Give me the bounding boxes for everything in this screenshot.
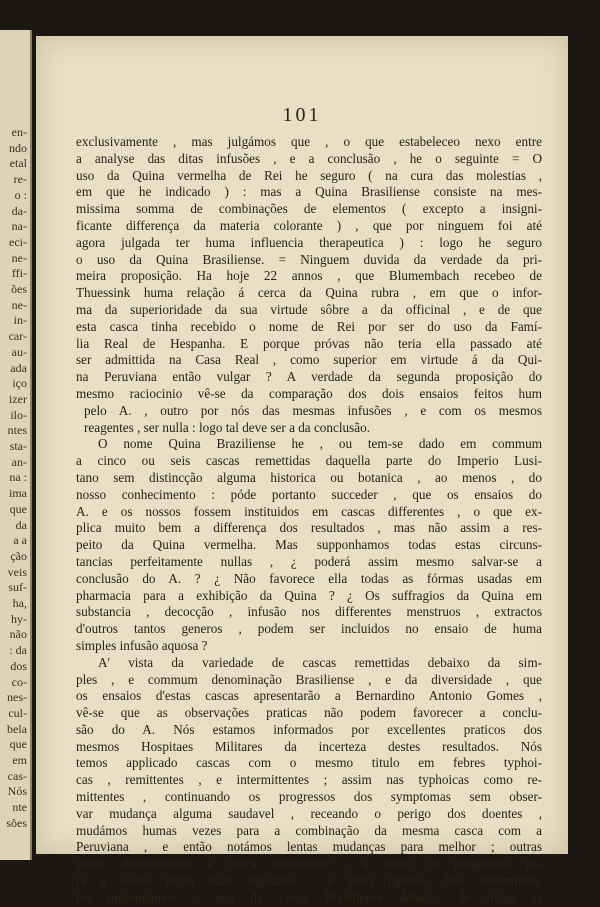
margin-text-fragment: ima <box>9 486 27 501</box>
text-line-content: em que he indicado ) : mas a Quina Brasiliense consiste na mes- <box>76 184 542 200</box>
text-line <box>76 487 542 504</box>
text-line-content: tes prolongamos o uso da casca Brasiliense debaixo de todas as <box>76 889 542 905</box>
margin-text-fragment: ção <box>10 548 27 563</box>
text-line-content: A' vista da variedade de cascas remettidas debaixo da sim- <box>98 654 542 670</box>
text-line-content: esta casca tinha recebido o nome de Rei por ser do uso da Famí- <box>76 318 542 334</box>
margin-text-fragment: re- <box>13 172 27 187</box>
text-line <box>76 504 542 521</box>
text-line <box>76 839 542 856</box>
text-line-content: nosso conhecimento : póde portanto succeder , que os ensaios do <box>76 486 542 502</box>
margin-text-fragment: sta- <box>9 439 27 453</box>
text-line <box>76 621 542 638</box>
text-line <box>76 571 542 588</box>
text-line-content: ples , e commum denominação Brasiliense , e da diversidade , que <box>76 671 542 687</box>
text-line <box>76 369 542 386</box>
text-line <box>76 806 542 823</box>
margin-text-fragment: a a <box>13 533 27 548</box>
margin-text-fragment: nte <box>12 800 27 815</box>
text-line-content: agora julgada ter huma influencia therapeutica ) : logo he seguro <box>76 234 542 250</box>
text-line-content: meira proposição. Ha hoje 22 annos , que Blumembach recebeo de <box>76 268 542 284</box>
text-line <box>76 722 542 739</box>
text-line-content: conclusão do A. ? ¿ Não favorece ella todas as fórmas usadas em <box>76 570 542 586</box>
text-line-content: pelo A. , outro por nós das mesmas infusões , e com os mesmos <box>84 402 542 418</box>
text-line <box>76 201 542 218</box>
text-line-content: ficante differença da materia colorante ) , que por ninguem foi até <box>76 217 542 233</box>
margin-text-fragment: car- <box>8 329 27 344</box>
text-line-content: cas , remittentes , e intermittentes ; assim nas typhoicas como re- <box>76 772 542 788</box>
margin-text-fragment: dos <box>10 658 27 673</box>
text-line <box>76 151 542 168</box>
text-line <box>76 772 542 789</box>
text-line <box>76 302 542 319</box>
text-line <box>76 235 542 252</box>
margin-text-fragment: ffi- <box>11 266 27 281</box>
text-line <box>76 168 542 185</box>
margin-text-fragment: sões <box>6 815 27 830</box>
text-line-content: exclusivamente , mas julgámos que , o que estabeleceo nexo entre <box>76 134 542 149</box>
text-line-content: plica muito bem a differença dos resultados , mas não assim a res- <box>76 520 542 536</box>
margin-text-fragment: não <box>9 627 27 642</box>
text-line-content: reagentes , ser nulla : logo tal deve ser a da conclusão. <box>84 419 370 435</box>
text-line-content: missima somma de combinações de elementos ( excepto a insigni- <box>76 201 542 217</box>
text-line <box>76 588 542 605</box>
margin-text-fragment: em <box>12 753 27 767</box>
text-line-content: vê-se que as observações praticas não podem favorecer a conclu- <box>76 705 542 721</box>
text-line <box>76 218 542 235</box>
text-line-content: temos applicado cascas com o mesmo titulo em febres typhoi- <box>76 755 542 771</box>
text-line-content: d'outros tantos generos , podem ser incluidos no ensaio de huma <box>76 621 542 637</box>
text-line-content: mesmos Hospitaes Militares da incerteza destes resultados. Nós <box>76 738 542 754</box>
text-line <box>76 436 542 453</box>
text-line-content: na Peruviana então vulgar ? A verdade da segunda proposição do <box>76 369 542 385</box>
margin-text-fragment: ões <box>11 282 27 296</box>
margin-text-fragment: Nós <box>7 784 27 799</box>
margin-text-fragment: ne- <box>11 297 27 312</box>
text-line <box>76 672 542 689</box>
margin-text-fragment: ha, <box>12 596 27 610</box>
text-line <box>76 789 542 806</box>
margin-text-fragment: an- <box>11 454 27 469</box>
text-line-content: ra a saude forão mais regulares , e mais rapidos. Nas intermitten- <box>76 873 542 889</box>
text-line <box>76 386 542 403</box>
text-line-content: substancia , decocção , infusão nos differentes menstruos , extractos <box>76 604 542 620</box>
book-page <box>36 36 568 905</box>
text-line-content: o uso da Quina Brasiliense. = Ninguem duvida da verdade da pri- <box>76 251 542 267</box>
previous-page-edge <box>0 30 32 860</box>
margin-text-fragment: na : <box>9 470 27 485</box>
text-line <box>76 285 542 302</box>
text-line-content: a analyse das ditas infusões , e a conclusão , he o seguinte = O <box>76 150 542 166</box>
text-line-content: peito da Quina vermelha. Mas supponhamos todas estas circuns- <box>76 537 542 553</box>
margin-text-fragment: suf- <box>8 580 27 595</box>
text-line-content: lia Real de Hespanha. E porque próvas não teria ella passado até <box>76 335 542 351</box>
text-line-content: ma da superioridade da sua virtude sôbre a da officinal , e de que <box>76 301 542 317</box>
text-line-content: A. e os nossos fossem instituidos em cascas differentes , o que ex- <box>76 503 542 519</box>
text-line-content: O nome Quina Braziliense he , ou tem-se dado em commum <box>98 436 542 452</box>
text-line <box>76 336 542 353</box>
text-line <box>76 352 542 369</box>
text-line-content: var mudança alguma saudavel , receando o perigo dos doentes , <box>76 805 542 821</box>
margin-text-fragment: ne- <box>11 250 27 265</box>
text-line <box>76 823 542 840</box>
text-line-content: simples infusão aquosa ? <box>76 637 208 653</box>
margin-text-fragment: que <box>9 737 27 752</box>
margin-text-fragment: cas- <box>7 768 27 783</box>
text-line <box>76 604 542 621</box>
margin-text-fragment: en- <box>11 125 27 139</box>
margin-text-fragment: que <box>9 501 27 516</box>
text-line <box>76 873 542 890</box>
text-line-content: a cinco ou seis cascas remettidas daquella parte do Imperio Lusi- <box>76 453 542 469</box>
text-line <box>76 319 542 336</box>
margin-text-fragment: nes- <box>7 690 27 705</box>
text-line-content: os ensaios d'estas cascas apresentarão a Bernardino Antonio Gomes , <box>76 688 542 704</box>
margin-text-fragment: da <box>15 517 27 532</box>
text-line <box>76 554 542 571</box>
text-line <box>76 705 542 722</box>
text-line <box>76 856 542 873</box>
text-line-content: mudámos humas vezes para a combinação da mesma casca com a <box>76 822 542 838</box>
text-line-content: pharmacia para a exhibição da Quina ? ¿ Os suffragios da Quina em <box>76 587 542 603</box>
text-line-content: mesmo raciocinio vê-se da comparação dos dois ensaios feitos hum <box>76 385 542 401</box>
text-line <box>76 655 542 672</box>
text-line <box>76 688 542 705</box>
text-line <box>76 420 542 437</box>
text-line <box>76 184 542 201</box>
text-line <box>76 453 542 470</box>
text-line <box>76 520 542 537</box>
margin-text-fragment: ada <box>10 360 27 375</box>
margin-text-fragment: veis <box>7 564 27 579</box>
text-line <box>76 739 542 756</box>
text-line <box>76 403 542 420</box>
text-line-content: Peruviana , e então notámos lentas mudanças para melhor ; outras <box>76 839 542 855</box>
margin-text-fragment: hy- <box>11 611 27 626</box>
text-line-content: mittentes , continuando os progressos dos symptomas sem obser- <box>76 789 542 805</box>
text-line <box>76 755 542 772</box>
text-line <box>76 890 542 907</box>
text-line-content: vezes abandonámos a casca Brasiliense , e então os progressos pa- <box>76 856 542 872</box>
text-line-content: tano sem distincção alguma historica ou botanica , ao menos , do <box>76 469 542 485</box>
margin-text-fragment: : da <box>9 643 27 658</box>
margin-text-fragment: da- <box>11 203 27 218</box>
text-line <box>76 268 542 285</box>
text-line <box>76 252 542 269</box>
text-line <box>76 537 542 554</box>
text-line <box>76 638 542 655</box>
margin-text-fragment: cul- <box>8 705 27 720</box>
margin-text-fragment: in- <box>13 313 27 328</box>
margin-text-fragment: ntes <box>7 423 27 438</box>
margin-text-fragment: au- <box>11 344 27 359</box>
page-number: 101 <box>282 104 322 126</box>
text-line <box>76 134 542 151</box>
margin-text-fragment: ndo <box>9 140 27 155</box>
margin-text-fragment: izer <box>9 391 27 406</box>
margin-text-fragment: iço <box>12 376 27 391</box>
margin-text-fragment: na- <box>11 219 27 234</box>
text-line-content: Thuessink huma relação á cerca da Quina rubra , em que o infor- <box>76 285 542 301</box>
margin-text-fragment: co- <box>11 674 27 689</box>
page-body-text <box>76 134 542 907</box>
text-line <box>76 470 542 487</box>
margin-text-fragment: o : <box>14 187 27 202</box>
margin-text-fragment: ilo- <box>10 407 27 422</box>
text-line-content: uso da Quina vermelha de Rei he seguro ( na cura das molestias , <box>76 167 542 183</box>
margin-text-fragment: bela <box>7 721 27 736</box>
margin-text-fragment: etal <box>9 156 27 171</box>
margin-text-fragment: eci- <box>9 234 27 249</box>
text-line-content: ser admittida na Casa Real , como superior em virtude á da Qui- <box>76 352 542 368</box>
text-line-content: são do A. Nós estamos informados por excellentes praticos dos <box>76 721 542 737</box>
text-line-content: tancias perfeitamente nullas , ¿ poderá assim mesmo salvar-se a <box>76 553 542 569</box>
